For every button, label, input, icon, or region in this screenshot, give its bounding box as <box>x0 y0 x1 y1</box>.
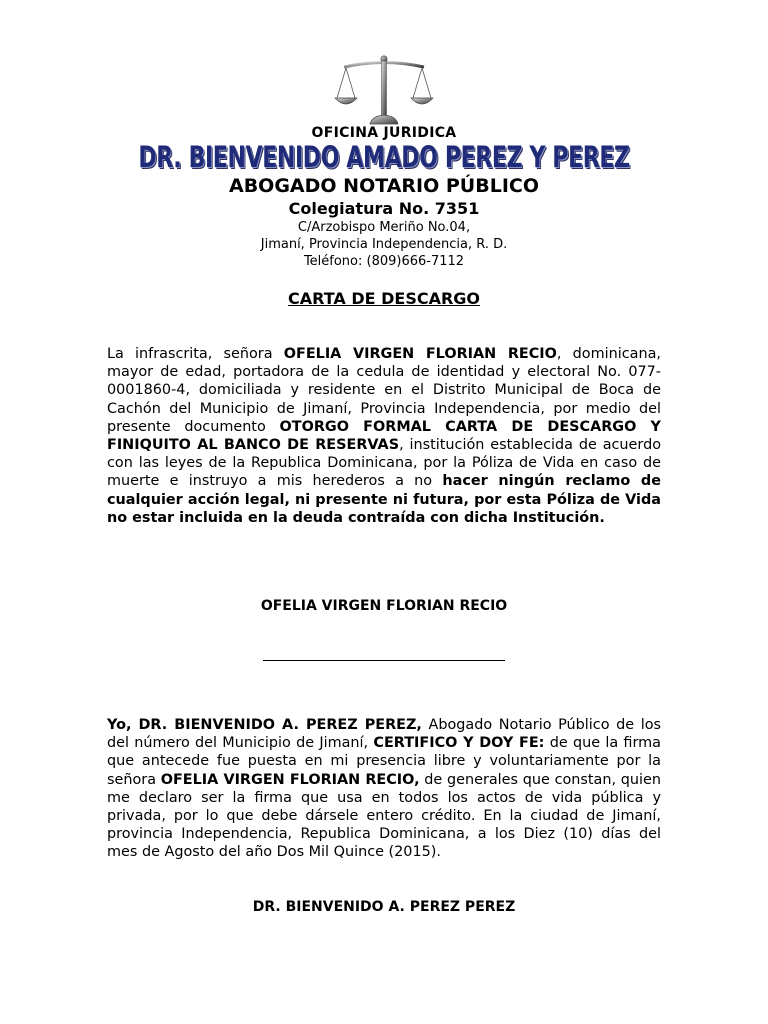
colegiatura-number: Colegiatura No. 7351 <box>288 199 480 218</box>
notary-certification-paragraph <box>107 716 661 862</box>
document-title-text: CARTA DE DESCARGO <box>287 289 481 308</box>
declarant-name: OFELIA VIRGEN FLORIAN RECIO <box>283 346 557 362</box>
address-line-2: Jimaní, Provincia Independencia, R. D. <box>260 237 508 252</box>
signatory-name: OFELIA VIRGEN FLORIAN RECIO <box>260 598 508 614</box>
signature-line <box>263 660 505 661</box>
professional-title: ABOGADO NOTARIO PÚBLICO <box>229 175 539 197</box>
office-heading: OFICINA JURIDICA <box>311 125 457 141</box>
declaration-text-3: , institución establecida de acuerdo con las leyes de la Republica Dominicana, por la Póliza de Vida en caso de muerte e instruyo a mis herederos a no <box>107 437 662 490</box>
certified-person-name: OFELIA VIRGEN FLORIAN RECIO, <box>160 771 420 788</box>
phone-line: Teléfono: (809)666-7112 <box>303 254 465 269</box>
declaration-text-2: , dominicana, mayor de edad, portadora de la cedula de identidad y electoral No. 077-0001860-4, domiciliada y residente en el Distrito Municipal de Boca de Cachón del Municipio de Jimaní, Provincia Independencia, por medio del presente documento <box>107 346 661 435</box>
no-claim-statement: hacer ningún reclamo de cualquier acción legal, ni presente ni futura, por esta Póliza de Vida no estar incluida en la deuda contraída con dicha Institución. <box>107 473 661 526</box>
document-title <box>0 289 768 308</box>
address-line-1: C/Arzobispo Meriño No.04, <box>297 220 471 235</box>
certification-text-2: de que la firma que antecede fue puesta en mi presencia libre y voluntariamente por la señora <box>107 735 661 788</box>
release-statement: OTORGO FORMAL CARTA DE DESCARGO Y FINIQUITO AL BANCO DE RESERVAS <box>107 418 661 454</box>
declaration-text-1: La infrascrita, señora <box>107 346 284 362</box>
lawyer-name-heading: DR. BIENVENIDO AMADO PEREZ Y PEREZ <box>138 140 630 174</box>
scales-of-justice-icon <box>334 54 434 126</box>
certification-text-3: de generales que constan, quien me declaro ser la firma que usa en todos los actos de vida pública y privada, por lo que debe dársele entero crédito. En la ciudad de Jimaní, provincia Independencia, Republica Dominicana, a los Diez (10) días del mes de Agosto del año Dos Mil Quince (2015). <box>107 771 661 861</box>
certifico-statement: CERTIFICO Y DOY FE: <box>373 735 545 752</box>
declaration-paragraph <box>107 345 661 527</box>
notary-intro: Yo, DR. BIENVENIDO A. PEREZ PEREZ, <box>107 717 422 733</box>
notary-signature-name: DR. BIENVENIDO A. PEREZ PEREZ <box>252 899 516 915</box>
certification-text-1: Abogado Notario Público de los del número del Municipio de Jimaní, <box>107 717 661 752</box>
